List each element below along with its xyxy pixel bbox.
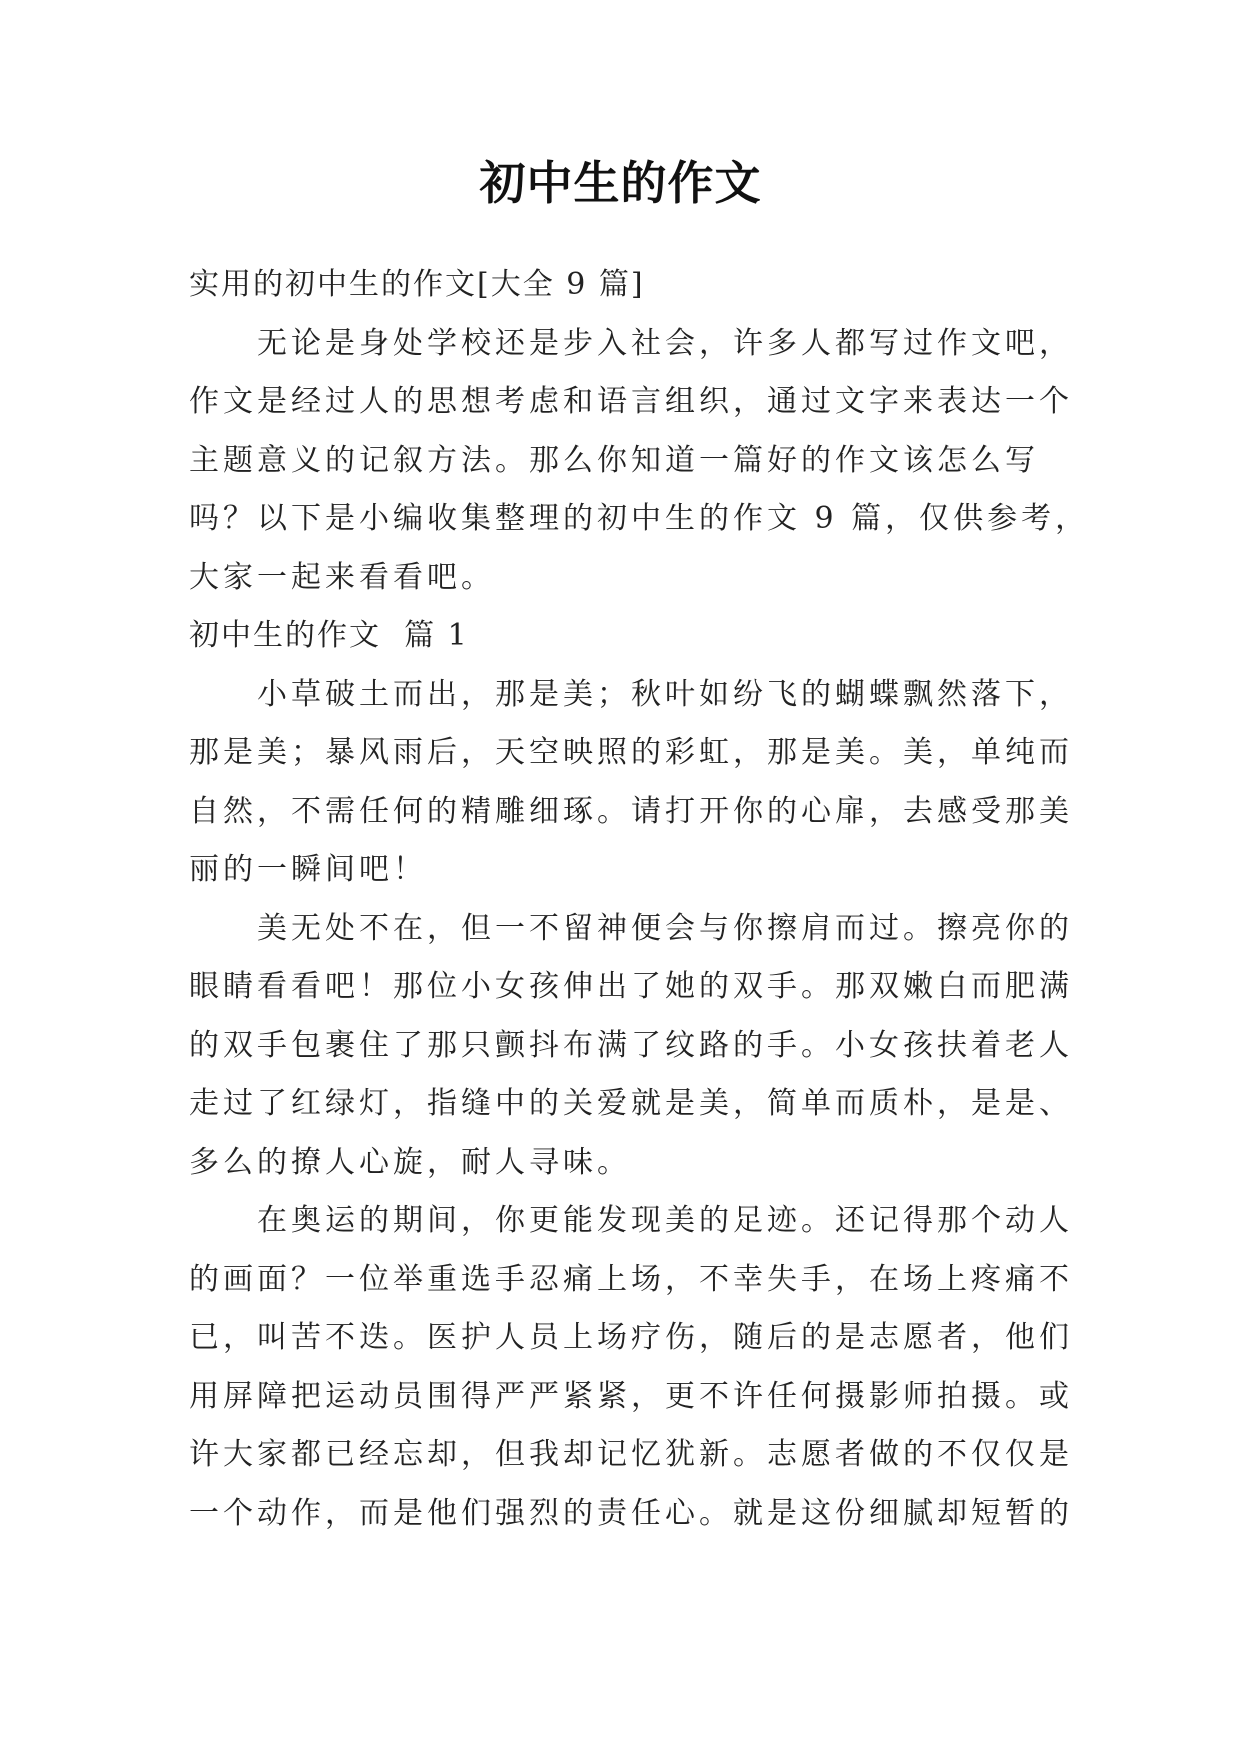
text-line: 的双手包裹住了那只颤抖布满了纹路的手。小女孩扶着老人 [189,1027,1073,1063]
text-line: 用屏障把运动员围得严严紧紧，更不许任何摄影师拍摄。或 [189,1378,1073,1414]
text-line: 许大家都已经忘却，但我却记忆犹新。志愿者做的不仅仅是 [189,1437,1073,1472]
paragraph-3 [189,1192,1073,1543]
text-line: 大家一起来看看吧。 [189,559,495,595]
text-line: 美无处不在，但一不留神便会与你擦肩而过。擦亮你的 [257,910,1073,946]
document-body [189,256,1090,1543]
document-subtitle: 实用的初中生的作文[大全 9 篇] [189,267,645,302]
text-line: 走过了红绿灯，指缝中的关爱就是美，简单而质朴，是是、 [189,1086,1073,1121]
document-subtitle-block [189,256,1069,315]
paragraph-2 [189,900,1073,1193]
paragraph-1 [189,666,1073,900]
section-heading: 初中生的作文 篇 1 [189,618,469,653]
text-line: 的画面？一位举重选手忍痛上场，不幸失手，在场上疼痛不 [189,1261,1073,1297]
text-line: 已，叫苦不迭。医护人员上场疗伤，随后的是志愿者，他们 [189,1320,1073,1355]
document-title: 初中生的作文 [479,156,762,210]
text-line: 一个动作，而是他们强烈的责任心。就是这份细腻却短暂的 [189,1495,1073,1531]
section-heading-block [189,607,1069,666]
text-line: 那是美；暴风雨后，天空映照的彩虹，那是美。美，单纯而 [189,735,1073,770]
text-line: 眼睛看看吧！那位小女孩伸出了她的双手。那双嫩白而肥满 [189,969,1073,1004]
text-line: 多么的撩人心旋，耐人寻味。 [189,1144,631,1180]
intro-paragraph [189,315,1090,608]
text-line: 自然，不需任何的精雕细琢。请打开你的心扉，去感受那美 [189,793,1073,829]
text-line: 在奥运的期间，你更能发现美的足迹。还记得那个动人 [257,1203,1073,1238]
text-line: 吗？以下是小编收集整理的初中生的作文 9 篇，仅供参考， [189,501,1090,536]
text-line: 小草破土而出，那是美；秋叶如纷飞的蝴蝶飘然落下， [257,676,1073,712]
text-line: 丽的一瞬间吧！ [189,852,427,887]
text-line: 作文是经过人的思想考虑和语言组织，通过文字来表达一个 [189,384,1073,419]
text-line: 主题意义的记叙方法。那么你知道一篇好的作文该怎么写 [189,442,1039,478]
text-line: 无论是身处学校还是步入社会，许多人都写过作文吧， [257,325,1073,361]
